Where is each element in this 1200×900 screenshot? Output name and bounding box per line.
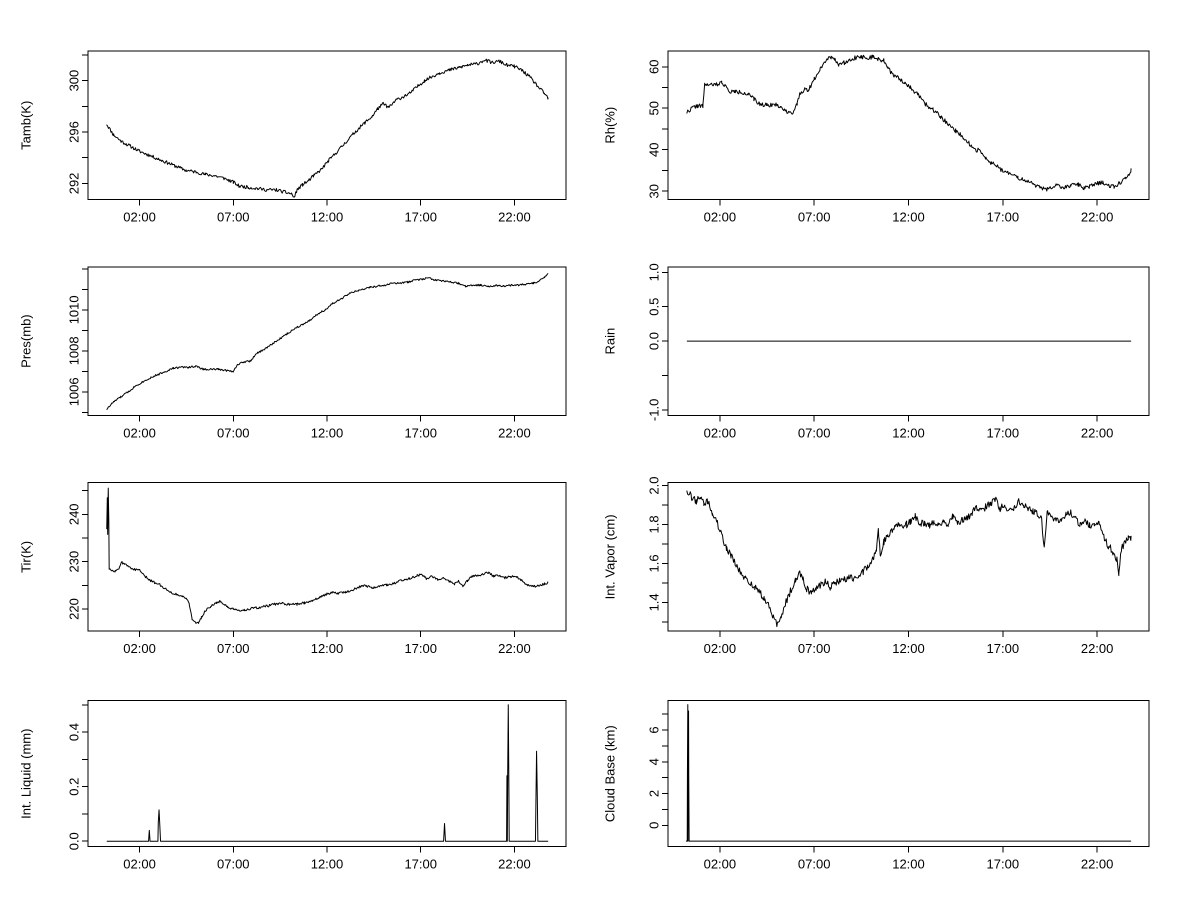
x-tick-label: 07:00 [217, 425, 250, 441]
y-tick-label: 300 [66, 69, 82, 92]
panel-tir [19, 483, 566, 657]
x-tick-label: 22:00 [1080, 641, 1114, 657]
plot-box [668, 483, 1149, 632]
y-tick-label: 0.0 [646, 332, 662, 351]
plot-box [668, 701, 1149, 847]
x-tick-label: 12:00 [892, 856, 925, 872]
x-tick-label: 07:00 [217, 641, 250, 657]
x-tick-label: 17:00 [986, 856, 1020, 872]
y-tick-label: 2 [646, 789, 662, 798]
x-tick-label: 07:00 [797, 209, 831, 225]
y-axis-label-rain: Rain [602, 327, 618, 355]
x-tick-label: 12:00 [892, 425, 925, 441]
x-tick-label: 02:00 [703, 856, 737, 872]
x-tick-label: 17:00 [986, 641, 1020, 657]
x-tick-label: 22:00 [1080, 856, 1114, 872]
x-tick-label: 22:00 [1080, 209, 1114, 225]
x-tick-label: 22:00 [498, 641, 531, 657]
y-tick-label: 1.0 [646, 263, 662, 282]
plot-box [88, 483, 566, 632]
y-tick-label: 0 [646, 821, 662, 829]
y-tick-label: 0.4 [66, 723, 82, 742]
x-tick-label: 17:00 [986, 425, 1020, 441]
y-tick-label: 1.4 [646, 593, 662, 612]
y-tick-label: 40 [646, 142, 662, 157]
plot-box [668, 51, 1149, 200]
series-line-cloudbase [686, 705, 1131, 841]
plot-box [88, 267, 566, 416]
y-axis-label-cloudbase: Cloud Base (km) [602, 725, 618, 823]
y-tick-label: 240 [66, 503, 82, 526]
x-tick-label: 12:00 [310, 209, 344, 225]
panel-liquid [19, 701, 566, 872]
panel-rh [603, 51, 1149, 225]
x-tick-label: 17:00 [404, 209, 437, 225]
y-tick-label: 1006 [66, 377, 82, 407]
y-tick-label: 230 [66, 550, 82, 573]
y-tick-label: 6 [646, 726, 662, 734]
x-tick-label: 07:00 [797, 641, 831, 657]
x-tick-label: 22:00 [498, 856, 531, 872]
series-line-rh [687, 55, 1131, 191]
y-tick-label: 1.8 [646, 515, 662, 534]
panel-vapor [603, 476, 1149, 656]
x-tick-label: 22:00 [498, 425, 531, 441]
y-tick-label: 220 [66, 598, 82, 620]
x-tick-label: 07:00 [797, 856, 831, 872]
y-axis-label-tir: Tir(K) [18, 540, 34, 573]
panel-tamb [19, 51, 566, 225]
series-line-liquid [107, 705, 548, 841]
y-tick-label: 0.5 [646, 297, 662, 316]
panel-cloudbase [603, 701, 1149, 872]
x-tick-label: 07:00 [797, 425, 831, 441]
y-axis-label-pres: Pres(mb) [18, 314, 34, 368]
x-tick-label: 17:00 [404, 641, 437, 657]
x-tick-label: 12:00 [310, 856, 344, 872]
y-tick-label: 50 [646, 101, 662, 116]
x-tick-label: 17:00 [404, 425, 437, 441]
y-tick-label: 292 [66, 172, 82, 195]
x-tick-label: 22:00 [498, 209, 531, 225]
x-tick-label: 02:00 [123, 856, 156, 872]
y-tick-label: 60 [646, 59, 662, 74]
x-tick-label: 17:00 [404, 856, 437, 872]
y-axis-label-vapor: Int. Vapor (cm) [602, 514, 618, 600]
y-tick-label: 4 [646, 758, 662, 766]
y-tick-label: 1.6 [646, 554, 662, 573]
series-line-tir [107, 488, 548, 623]
x-tick-label: 12:00 [310, 641, 344, 657]
panel-pres [19, 267, 566, 441]
x-tick-label: 17:00 [986, 209, 1020, 225]
y-tick-label: 0.0 [66, 832, 82, 851]
panel-rain [603, 263, 1149, 440]
series-line-pres [107, 273, 548, 409]
y-tick-label: 2.0 [646, 476, 662, 495]
x-tick-label: 02:00 [123, 641, 156, 657]
y-axis-label-tamb: Tamb(K) [18, 100, 34, 150]
y-tick-label: 0.2 [66, 777, 82, 796]
series-line-tamb [107, 59, 548, 197]
x-tick-label: 12:00 [892, 209, 925, 225]
y-axis-label-liquid: Int. Liquid (mm) [18, 728, 34, 819]
x-tick-label: 02:00 [703, 641, 737, 657]
x-tick-label: 12:00 [892, 641, 925, 657]
x-tick-label: 12:00 [310, 425, 344, 441]
y-axis-label-rh: Rh(%) [602, 106, 618, 144]
x-tick-label: 02:00 [123, 425, 156, 441]
series-line-vapor [687, 491, 1131, 627]
x-tick-label: 07:00 [217, 856, 250, 872]
x-tick-label: 02:00 [703, 209, 737, 225]
y-tick-label: 296 [66, 121, 82, 143]
x-tick-label: 07:00 [217, 209, 250, 225]
y-tick-label: 30 [646, 183, 662, 199]
plot-box [88, 51, 566, 200]
x-tick-label: 02:00 [703, 425, 737, 441]
x-tick-label: 22:00 [1080, 425, 1114, 441]
y-tick-label: 1008 [66, 336, 82, 366]
y-tick-label: 1010 [66, 295, 82, 325]
x-tick-label: 02:00 [123, 209, 156, 225]
y-tick-label: -1.0 [646, 398, 662, 422]
